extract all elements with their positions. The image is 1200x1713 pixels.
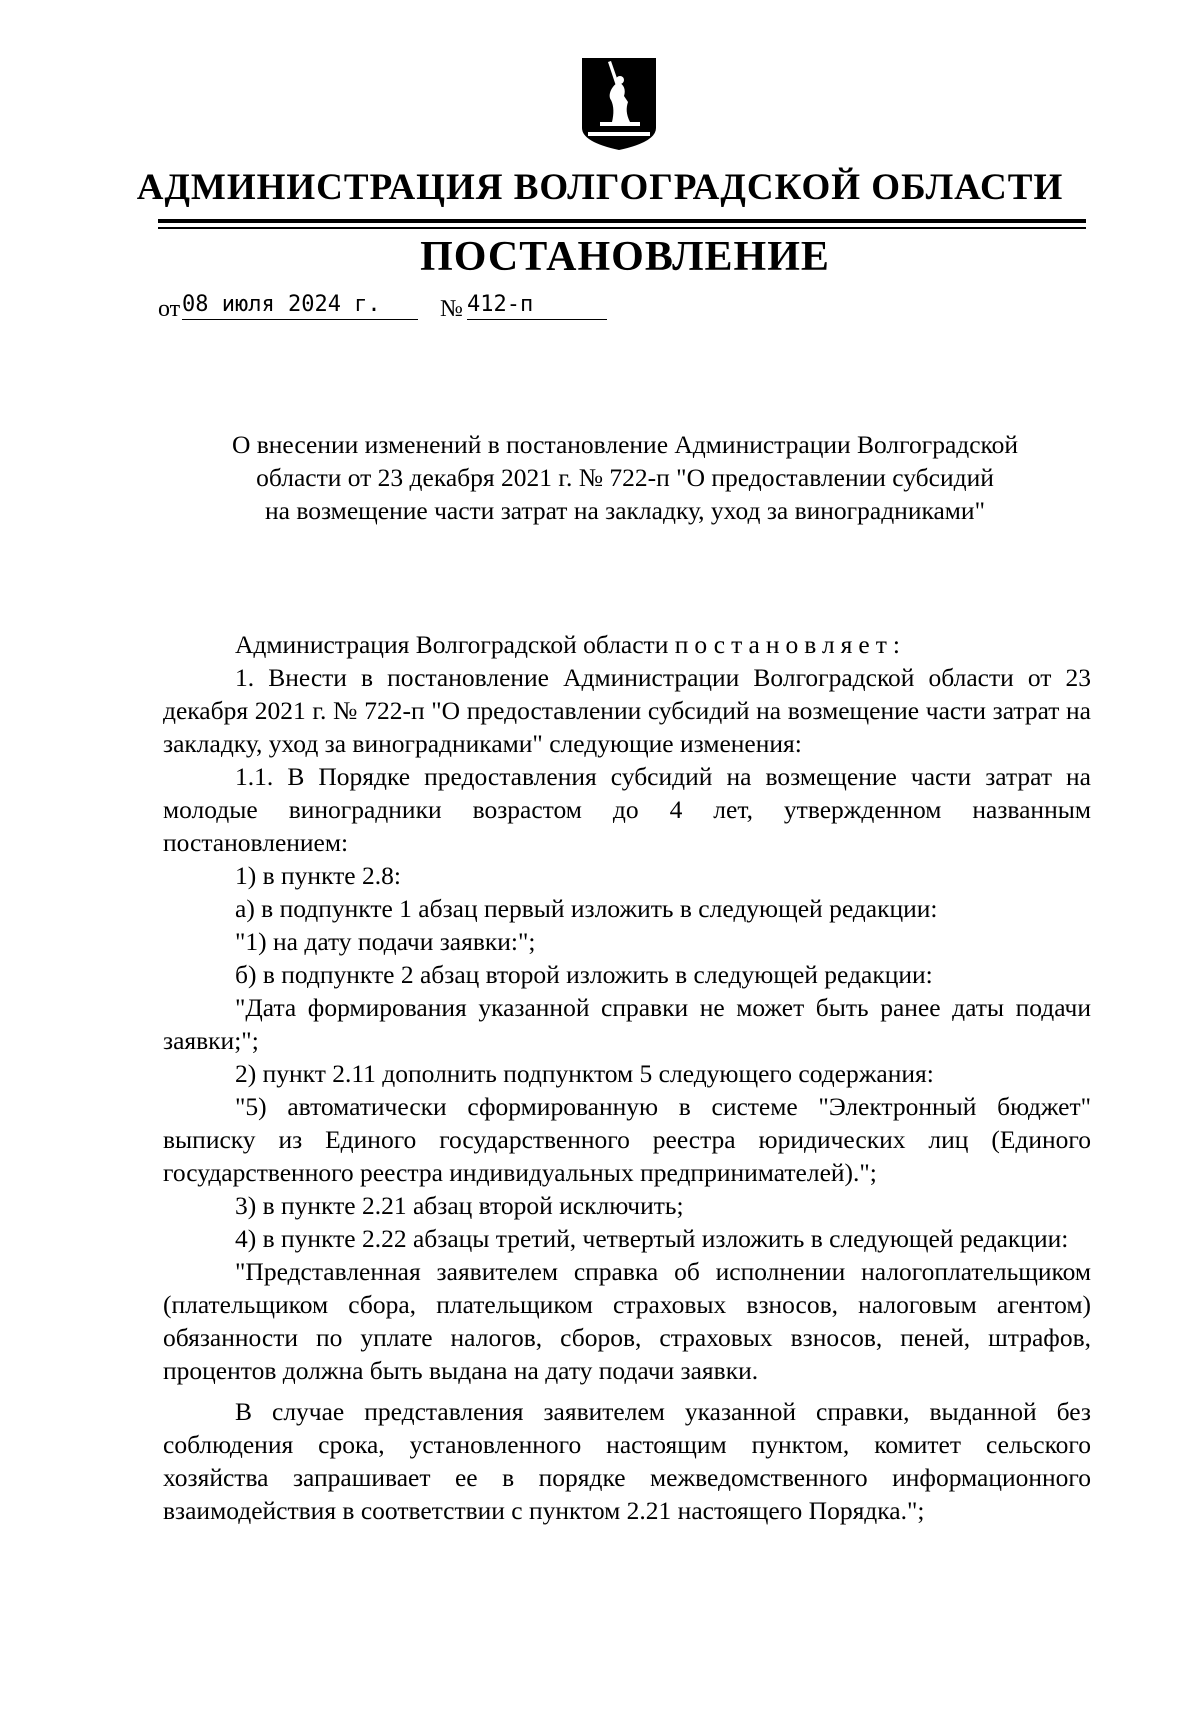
document-body bbox=[163, 628, 1091, 1527]
body-paragraph: 4) в пункте 2.22 абзацы третий, четвертый изложить в следующей редакции: bbox=[235, 1224, 1069, 1253]
subject-line: О внесении изменений в постановление Администрации Волгоградской bbox=[231, 430, 1019, 459]
body-paragraph: "Дата формирования указанной справки не может быть ранее даты подачи заявки;"; bbox=[163, 993, 1091, 1055]
number-label: № bbox=[440, 296, 463, 322]
header-rule-thin bbox=[158, 227, 1086, 229]
body-paragraph: 1.1. В Порядке предоставления субсидий на возмещение части затрат на молодые виноградники возрастом до 4 лет, утвержденном названным постановлением: bbox=[163, 762, 1091, 857]
body-paragraph: 1) в пункте 2.8: bbox=[235, 861, 401, 890]
subject-line: на возмещение части затрат на закладку, уход за виноградниками" bbox=[265, 496, 985, 525]
organization-title: АДМИНИСТРАЦИЯ ВОЛГОГРАДСКОЙ ОБЛАСТИ bbox=[136, 167, 1064, 208]
body-paragraph: В случае представления заявителем указанной справки, выданной без соблюдения срока, установленного настоящим пунктом, комитет сельского хозяйства запрашивает ее в порядке межведомственного информационного взаимодействия в соответствии с пунктом 2.21 настоящего Порядка."; bbox=[163, 1397, 1091, 1525]
document-subject bbox=[160, 428, 1090, 527]
document-type-title: ПОСТАНОВЛЕНИЕ bbox=[420, 234, 830, 280]
date-value: 08 июля 2024 г. bbox=[182, 292, 418, 320]
intro-paragraph bbox=[163, 628, 1091, 661]
document-number: 412-п bbox=[467, 292, 607, 320]
body-paragraph: 3) в пункте 2.21 абзац второй исключить; bbox=[235, 1191, 684, 1220]
intro-text: Администрация Волгоградской области bbox=[235, 630, 675, 659]
body-paragraph: 2) пункт 2.11 дополнить подпунктом 5 следующего содержания: bbox=[235, 1059, 934, 1088]
body-paragraph: "1) на дату подачи заявки:"; bbox=[235, 927, 536, 956]
intro-verb: постановляет: bbox=[674, 630, 906, 659]
body-paragraph: 1. Внести в постановление Администрации Волгоградской области от 23 декабря 2021 г. № 722-п "О предоставлении субсидий на возмещение части затрат на закладку, уход за виноградниками" следующие изменения: bbox=[163, 663, 1091, 758]
date-label: от bbox=[158, 296, 181, 322]
body-paragraph: "5) автоматически сформированную в системе "Электронный бюджет" выписку из Единого государственного реестра юридических лиц (Единого государственного реестра индивидуальных предпринимателей)."; bbox=[163, 1092, 1091, 1187]
coat-of-arms-emblem bbox=[578, 56, 660, 152]
body-paragraph: б) в подпункте 2 абзац второй изложить в следующей редакции: bbox=[235, 960, 933, 989]
body-paragraph: "Представленная заявителем справка об исполнении налогоплательщиком (плательщиком сбора, плательщиком страховых взносов, налоговым агентом) обязанности по уплате налогов, сборов, страховых взносов, пеней, штрафов, процентов должна быть выдана на дату подачи заявки. bbox=[163, 1257, 1091, 1385]
subject-line: области от 23 декабря 2021 г. № 722-п "О предоставлении субсидий bbox=[256, 463, 994, 492]
body-paragraph: а) в подпункте 1 абзац первый изложить в следующей редакции: bbox=[235, 894, 938, 923]
header-rule-thick bbox=[158, 219, 1086, 223]
